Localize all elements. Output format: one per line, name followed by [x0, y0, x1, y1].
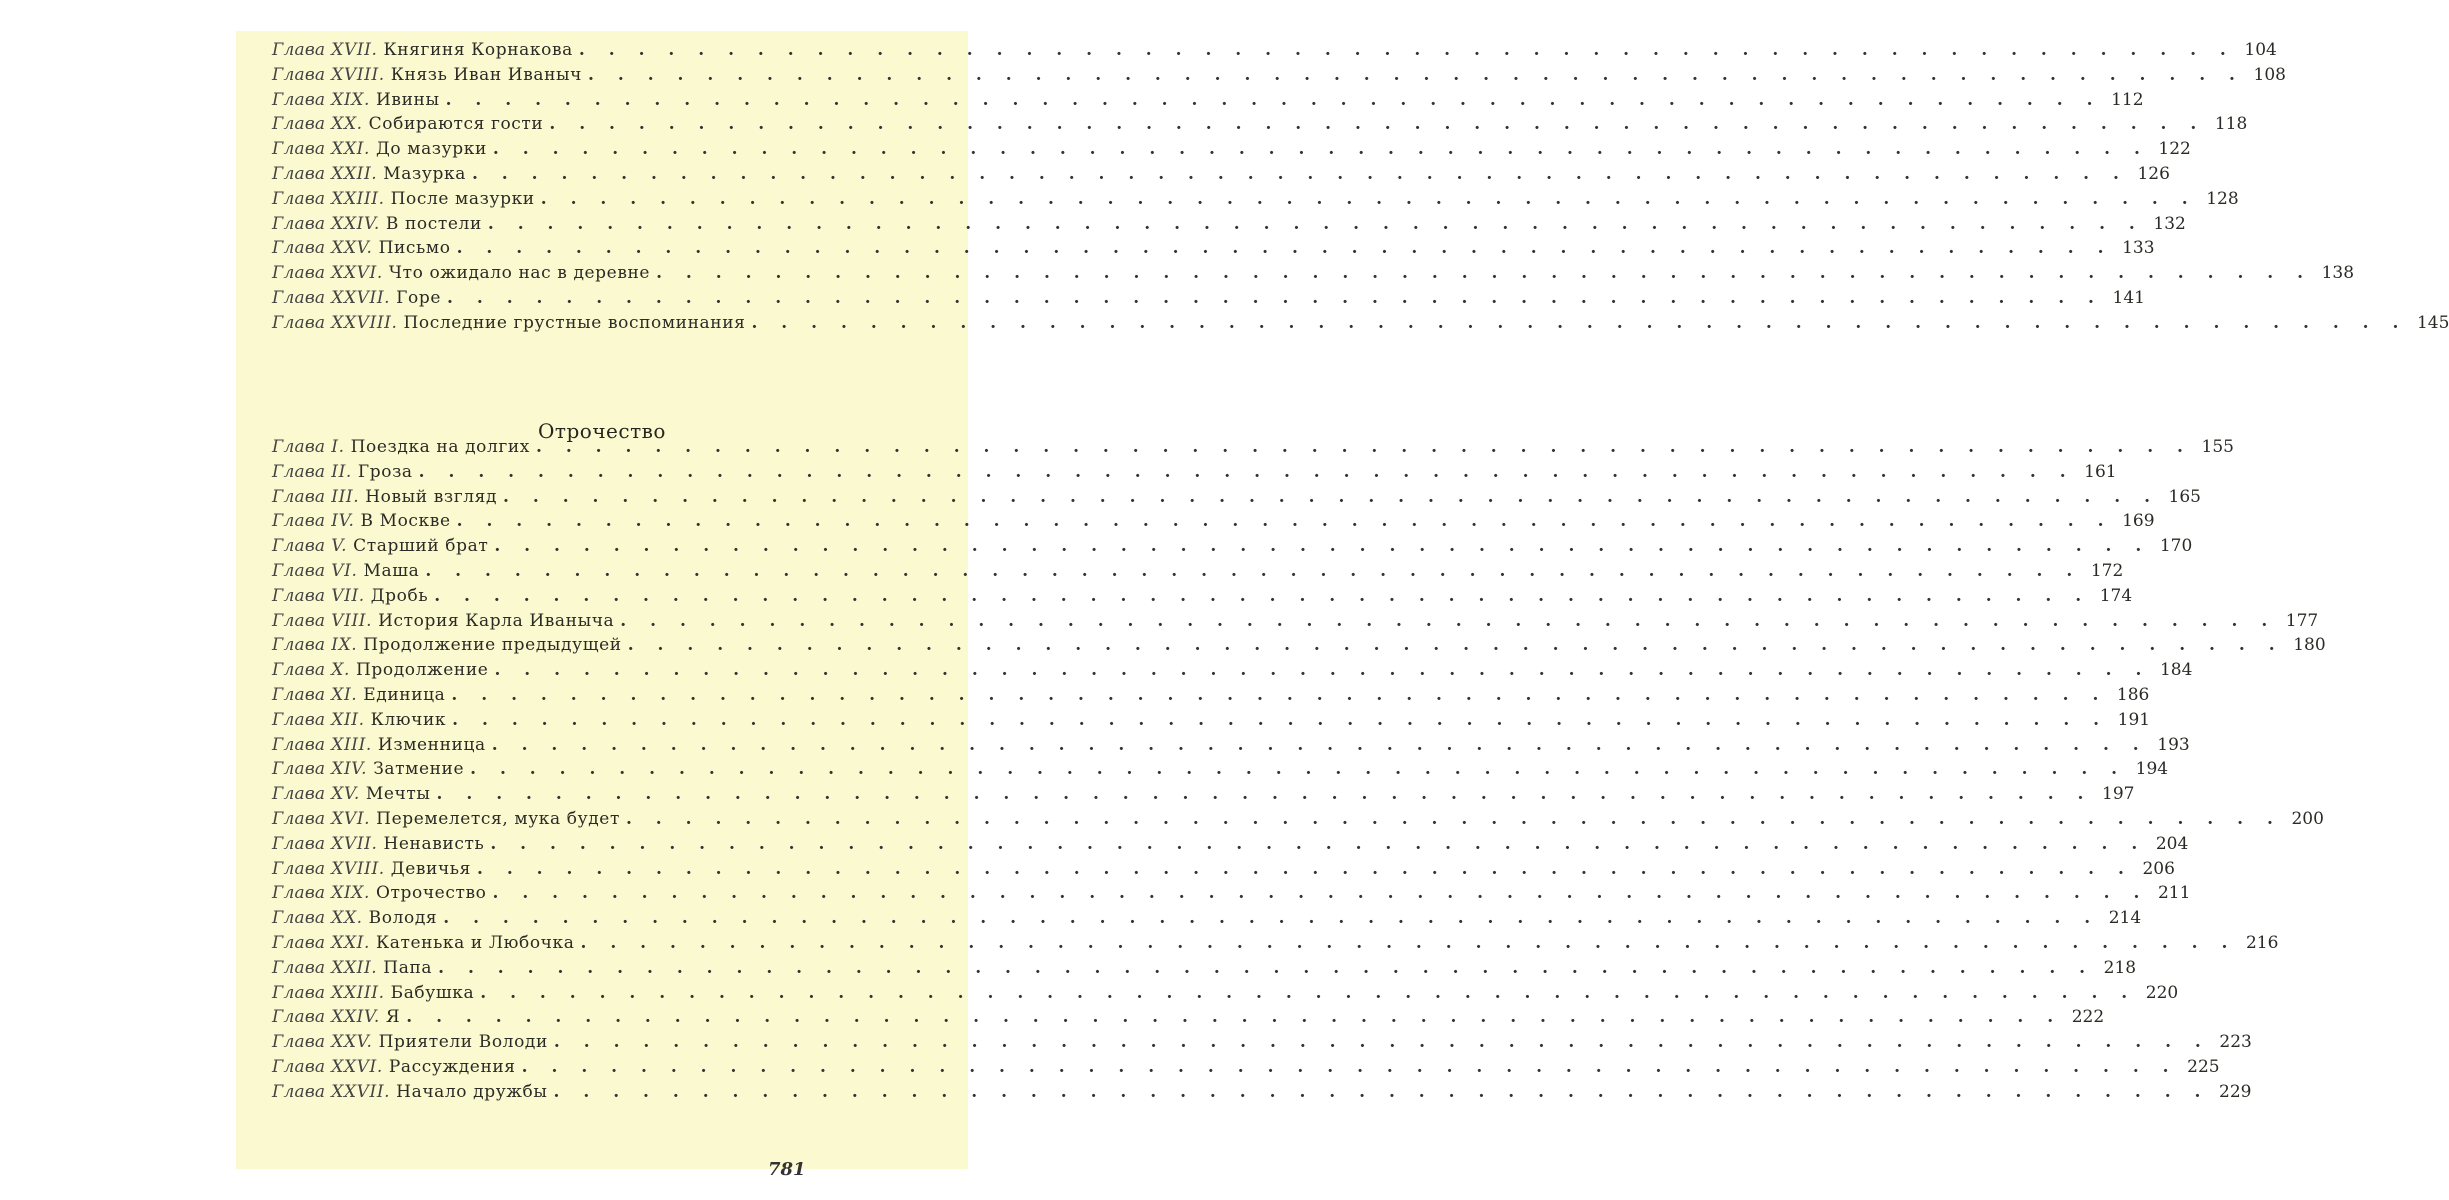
chapter-word: Глава — [272, 89, 326, 110]
page-ref: 218 — [2103, 957, 2137, 978]
chapter-word: Глава — [272, 883, 326, 904]
chapter-title: Катенька и Любочка — [375, 932, 575, 953]
page-ref: 126 — [2137, 163, 2170, 184]
chapter-title: Ивины — [375, 89, 440, 110]
dot-leader: . . . . . . . . . . . . . . . . . . . . . . . . . . . . . . . . . . . . . . . . . . . . . . . . . . . . . . . . — [476, 858, 2133, 879]
chapter-word: Глава — [272, 139, 326, 160]
chapter-number: XXIII. — [331, 188, 385, 209]
page-ref: 132 — [2153, 213, 2186, 234]
chapter-number: XXIV. — [331, 213, 380, 234]
dot-leader: . . . . . . . . . . . . . . . . . . . . . . . . . . . . . . . . . . . . . . . . . . . . . . . . . . . . . . . . — [588, 64, 2244, 85]
chapter-word: Глава — [272, 536, 326, 557]
page-ref: 138 — [2321, 263, 2355, 284]
dot-leader: . . . . . . . . . . . . . . . . . . . . . . . . . . . . . . . . . . . . . . . . . . . . . . . . . . . . . . . . — [540, 188, 2197, 209]
chapter-number: IV. — [331, 511, 355, 532]
toc-entry — [272, 236, 2155, 261]
chapter-number: XI. — [331, 684, 358, 705]
chapter-number: IX. — [331, 635, 358, 656]
dot-leader: . . . . . . . . . . . . . . . . . . . . . . . . . . . . . . . . . . . . . . . . . . . . . . . . . . . . . . . . — [536, 437, 2192, 457]
chapter-word: Глава — [272, 709, 326, 730]
chapter-title: После мазурки — [390, 188, 535, 209]
page-number: 781 — [768, 1159, 806, 1180]
chapter-number: XIX. — [331, 883, 370, 904]
chapter-title: Старший брат — [353, 536, 489, 557]
toc-entry — [272, 460, 2117, 485]
chapter-number: II. — [331, 461, 352, 482]
chapter-title: Папа — [383, 957, 433, 978]
page-ref: 177 — [2285, 610, 2319, 631]
chapter-title: Горе — [396, 287, 442, 308]
dot-leader: . . . . . . . . . . . . . . . . . . . . . . . . . . . . . . . . . . . . . . . . . . . . . . . . . . . . . . . . — [627, 635, 2284, 656]
toc-entry — [272, 931, 2279, 956]
dot-leader: . . . . . . . . . . . . . . . . . . . . . . . . . . . . . . . . . . . . . . . . . . . . . . . . . . . . . . . . — [471, 163, 2128, 184]
chapter-title: Княгиня Корнакова — [383, 40, 573, 60]
dot-leader: . . . . . . . . . . . . . . . . . . . . . . . . . . . . . . . . . . . . . . . . . . . . . . . . . . . . . . . . — [492, 883, 2149, 904]
chapter-number: XII. — [331, 709, 365, 730]
chapter-title: Что ожидало нас в деревне — [388, 263, 651, 284]
chapter-title: Приятели Володи — [378, 1032, 548, 1053]
chapter-title: Девичья — [390, 858, 471, 879]
chapter-word: Глава — [272, 1056, 326, 1077]
page-ref: 145 — [2416, 312, 2449, 333]
toc-entry — [272, 782, 2135, 807]
chapter-number: XXI. — [331, 139, 370, 160]
toc-entry — [272, 881, 2191, 906]
dot-leader: . . . . . . . . . . . . . . . . . . . . . . . . . . . . . . . . . . . . . . . . . . . . . . . . . . . . . . . . — [406, 1007, 2063, 1028]
page-ref: 200 — [2291, 808, 2324, 829]
chapter-title: Новый взгляд — [365, 486, 498, 507]
page-ref: 222 — [2071, 1007, 2105, 1028]
chapter-title: В постели — [385, 213, 482, 234]
dot-leader: . . . . . . . . . . . . . . . . . . . . . . . . . . . . . . . . . . . . . . . . . . . . . . . . . . . . . . . . — [549, 114, 2206, 135]
page-ref: 108 — [2253, 64, 2286, 85]
chapter-word: Глава — [272, 287, 326, 308]
chapter-number: VI. — [331, 560, 358, 581]
chapter-number: XIV. — [331, 759, 368, 780]
toc-entry — [272, 1080, 2252, 1105]
chapter-word: Глава — [272, 908, 326, 929]
chapter-number: XVII. — [331, 833, 378, 854]
chapter-number: XXIV. — [331, 1007, 380, 1028]
dot-leader: . . . . . . . . . . . . . . . . . . . . . . . . . . . . . . . . . . . . . . . . . . . . . . . . . . . . . . . . — [434, 585, 2091, 606]
toc-entry — [272, 807, 2324, 832]
dot-leader: . . . . . . . . . . . . . . . . . . . . . . . . . . . . . . . . . . . . . . . . . . . . . . . . . . . . . . . . — [491, 734, 2148, 755]
chapter-title: Продолжение — [355, 660, 489, 681]
chapter-number: III. — [331, 486, 360, 507]
chapter-word: Глава — [272, 40, 326, 60]
dot-leader: . . . . . . . . . . . . . . . . . . . . . . . . . . . . . . . . . . . . . . . . . . . . . . . . . . . . . . . . — [521, 1056, 2178, 1077]
toc-entry — [272, 509, 2155, 534]
dot-leader: . . . . . . . . . . . . . . . . . . . . . . . . . . . . . . . . . . . . . . . . . . . . . . . . . . . . . . . . — [456, 238, 2113, 259]
chapter-number: XX. — [331, 114, 363, 135]
chapter-word: Глава — [272, 858, 326, 879]
page-ref: 155 — [2201, 437, 2234, 457]
chapter-number: XVII. — [331, 40, 378, 60]
dot-leader: . . . . . . . . . . . . . . . . . . . . . . . . . . . . . . . . . . . . . . . . . . . . . . . . . . . . . . . . — [494, 536, 2151, 557]
chapter-number: XXV. — [331, 1032, 373, 1053]
toc-entry — [272, 212, 2186, 237]
chapter-word: Глава — [272, 635, 326, 656]
chapter-word: Глава — [272, 560, 326, 581]
chapter-word: Глава — [272, 610, 326, 631]
chapter-title: Изменница — [377, 734, 486, 755]
toc-entry — [272, 757, 2169, 782]
dot-leader: . . . . . . . . . . . . . . . . . . . . . . . . . . . . . . . . . . . . . . . . . . . . . . . . . . . . . . . . — [418, 461, 2075, 482]
dot-leader: . . . . . . . . . . . . . . . . . . . . . . . . . . . . . . . . . . . . . . . . . . . . . . . . . . . . . . . . — [451, 684, 2108, 705]
page-ref: 169 — [2122, 511, 2155, 532]
page-ref: 174 — [2099, 585, 2133, 606]
chapter-word: Глава — [272, 684, 326, 705]
page-ref: 122 — [2158, 139, 2191, 160]
page-ref: 194 — [2135, 759, 2169, 780]
chapter-number: XVI. — [331, 808, 371, 829]
toc-entry — [272, 956, 2137, 981]
toc-entry — [272, 658, 2193, 683]
toc-entry — [272, 286, 2145, 311]
dot-leader: . . . . . . . . . . . . . . . . . . . . . . . . . . . . . . . . . . . . . . . . . . . . . . . . . . . . . . . . — [443, 908, 2100, 929]
chapter-number: XXIII. — [331, 982, 385, 1003]
chapter-title: История Карла Иваныча — [378, 610, 615, 631]
chapter-word: Глава — [272, 238, 326, 259]
page-ref: 172 — [2090, 560, 2124, 581]
dot-leader: . . . . . . . . . . . . . . . . . . . . . . . . . . . . . . . . . . . . . . . . . . . . . . . . . . . . . . . . — [487, 213, 2144, 234]
chapter-number: XVIII. — [331, 64, 385, 85]
dot-leader: . . . . . . . . . . . . . . . . . . . . . . . . . . . . . . . . . . . . . . . . . . . . . . . . . . . . . . . . — [656, 263, 2313, 284]
chapter-number: XXVIII. — [331, 312, 398, 333]
chapter-word: Глава — [272, 461, 326, 482]
chapter-title: Рассуждения — [388, 1056, 516, 1077]
dot-leader: . . . . . . . . . . . . . . . . . . . . . . . . . . . . . . . . . . . . . . . . . . . . . . . . . . . . . . . . — [452, 709, 2109, 730]
chapter-title: Мазурка — [383, 163, 466, 184]
toc-entry — [272, 311, 2449, 336]
dot-leader: . . . . . . . . . . . . . . . . . . . . . . . . . . . . . . . . . . . . . . . . . . . . . . . . . . . . . . . . — [456, 511, 2113, 532]
chapter-number: XXV. — [331, 238, 373, 259]
chapter-title: Князь Иван Иваныч — [390, 64, 583, 85]
chapter-word: Глава — [272, 437, 326, 457]
toc-entry — [272, 187, 2239, 212]
chapter-title: Собираются гости — [368, 114, 544, 135]
dot-leader: . . . . . . . . . . . . . . . . . . . . . . . . . . . . . . . . . . . . . . . . . . . . . . . . . . . . . . . . — [751, 312, 2408, 333]
chapter-number: I. — [331, 437, 345, 457]
dot-leader: . . . . . . . . . . . . . . . . . . . . . . . . . . . . . . . . . . . . . . . . . . . . . . . . . . . . . . . . — [490, 833, 2147, 854]
page-ref: 161 — [2084, 461, 2117, 482]
toc-entry — [272, 832, 2189, 857]
chapter-number: XXVI. — [331, 263, 383, 284]
chapter-word: Глава — [272, 660, 326, 681]
dot-leader: . . . . . . . . . . . . . . . . . . . . . . . . . . . . . . . . . . . . . . . . . . . . . . . . . . . . . . . . — [494, 660, 2151, 681]
chapter-word: Глава — [272, 833, 326, 854]
chapter-word: Глава — [272, 1032, 326, 1053]
chapter-word: Глава — [272, 312, 326, 333]
chapter-number: XXVII. — [331, 287, 391, 308]
chapter-number: XXII. — [331, 163, 378, 184]
page-ref: 170 — [2159, 536, 2193, 557]
page-ref: 229 — [2219, 1081, 2252, 1102]
toc-entry — [272, 162, 2170, 187]
page-ref: 112 — [2111, 89, 2144, 110]
chapter-title: Единица — [363, 684, 446, 705]
page-ref: 133 — [2122, 238, 2155, 259]
chapter-word: Глава — [272, 188, 326, 209]
chapter-word: Глава — [272, 734, 326, 755]
toc-entry — [272, 63, 2286, 88]
chapter-title: Продолжение предыдущей — [363, 635, 622, 656]
toc-entry — [272, 559, 2124, 584]
dot-leader: . . . . . . . . . . . . . . . . . . . . . . . . . . . . . . . . . . . . . . . . . . . . . . . . . . . . . . . . — [445, 89, 2102, 110]
toc-entry — [272, 857, 2175, 882]
toc-entry — [272, 584, 2133, 609]
chapter-number: VIII. — [331, 610, 373, 631]
chapter-word: Глава — [272, 759, 326, 780]
toc-entry — [272, 683, 2150, 708]
dot-leader: . . . . . . . . . . . . . . . . . . . . . . . . . . . . . . . . . . . . . . . . . . . . . . . . . . . . . . . . — [425, 560, 2082, 581]
chapter-number: XX. — [331, 908, 363, 929]
chapter-number: XV. — [331, 784, 360, 805]
chapter-word: Глава — [272, 957, 326, 978]
chapter-number: XIII. — [331, 734, 372, 755]
chapter-title: Отрочество — [375, 883, 487, 904]
chapter-word: Глава — [272, 982, 326, 1003]
dot-leader: . . . . . . . . . . . . . . . . . . . . . . . . . . . . . . . . . . . . . . . . . . . . . . . . . . . . . . . . — [578, 40, 2235, 60]
book-page — [236, 31, 2449, 1180]
chapter-title: Маша — [363, 560, 420, 581]
page-ref: 206 — [2142, 858, 2175, 879]
toc-entry — [272, 534, 2193, 559]
toc-entry — [272, 906, 2142, 931]
dot-leader: . . . . . . . . . . . . . . . . . . . . . . . . . . . . . . . . . . . . . . . . . . . . . . . . . . . . . . . . — [620, 610, 2277, 631]
chapter-title: До мазурки — [375, 139, 487, 160]
chapter-title: Поездка на долгих — [350, 437, 530, 457]
page-ref: 184 — [2159, 660, 2193, 681]
chapter-title: В Москве — [360, 511, 451, 532]
toc-entry — [272, 633, 2326, 658]
page-ref: 193 — [2157, 734, 2190, 755]
toc-entry — [272, 708, 2151, 733]
chapter-word: Глава — [272, 511, 326, 532]
dot-leader: . . . . . . . . . . . . . . . . . . . . . . . . . . . . . . . . . . . . . . . . . . . . . . . . . . . . . . . . — [447, 287, 2103, 308]
toc-entry — [272, 38, 2277, 63]
chapter-word: Глава — [272, 808, 326, 829]
chapter-number: XXVI. — [331, 1056, 383, 1077]
chapter-title: Ключик — [370, 709, 447, 730]
dot-leader: . . . . . . . . . . . . . . . . . . . . . . . . . . . . . . . . . . . . . . . . . . . . . . . . . . . . . . . . — [580, 932, 2237, 953]
chapter-word: Глава — [272, 784, 326, 805]
page-ref: 220 — [2145, 982, 2179, 1003]
dot-leader: . . . . . . . . . . . . . . . . . . . . . . . . . . . . . . . . . . . . . . . . . . . . . . . . . . . . . . . . — [553, 1032, 2210, 1053]
page-ref: 211 — [2157, 883, 2191, 904]
chapter-word: Глава — [272, 64, 326, 85]
chapter-title: Последние грустные воспоминания — [403, 312, 746, 333]
dot-leader: . . . . . . . . . . . . . . . . . . . . . . . . . . . . . . . . . . . . . . . . . . . . . . . . . . . . . . . . — [503, 486, 2159, 507]
chapter-word: Глава — [272, 585, 326, 606]
page-ref: 223 — [2219, 1032, 2252, 1053]
dot-leader: . . . . . . . . . . . . . . . . . . . . . . . . . . . . . . . . . . . . . . . . . . . . . . . . . . . . . . . . — [470, 759, 2127, 780]
chapter-number: XXI. — [331, 932, 370, 953]
chapter-number: V. — [331, 536, 348, 557]
page-ref: 197 — [2102, 784, 2135, 805]
chapter-number: XXVII. — [331, 1081, 391, 1102]
chapter-word: Глава — [272, 263, 326, 284]
chapter-title: Начало дружбы — [396, 1081, 548, 1102]
toc-entry — [272, 112, 2248, 137]
dot-leader: . . . . . . . . . . . . . . . . . . . . . . . . . . . . . . . . . . . . . . . . . . . . . . . . . . . . . . . . — [436, 784, 2093, 805]
toc-entry — [272, 981, 2179, 1006]
toc-entry — [272, 137, 2191, 162]
page-ref: 186 — [2116, 684, 2150, 705]
chapter-title: Я — [385, 1007, 401, 1028]
toc-list-childhood — [272, 38, 2449, 336]
page-ref: 180 — [2293, 635, 2326, 656]
chapter-title: Володя — [368, 908, 438, 929]
chapter-title: Затмение — [373, 759, 465, 780]
dot-leader: . . . . . . . . . . . . . . . . . . . . . . . . . . . . . . . . . . . . . . . . . . . . . . . . . . . . . . . . — [438, 957, 2095, 978]
page-ref: 191 — [2117, 709, 2151, 730]
chapter-title: Гроза — [357, 461, 413, 482]
page-ref: 214 — [2108, 908, 2142, 929]
chapter-number: XXII. — [331, 957, 378, 978]
chapter-number: VII. — [331, 585, 365, 606]
page-ref: 128 — [2206, 188, 2239, 209]
toc-entry — [272, 1055, 2220, 1080]
chapter-word: Глава — [272, 1007, 326, 1028]
page-ref: 118 — [2214, 114, 2248, 135]
toc-entry — [272, 733, 2190, 758]
page-ref: 165 — [2168, 486, 2201, 507]
chapter-word: Глава — [272, 114, 326, 135]
page-ref: 141 — [2112, 287, 2145, 308]
dot-leader: . . . . . . . . . . . . . . . . . . . . . . . . . . . . . . . . . . . . . . . . . . . . . . . . . . . . . . . . — [625, 808, 2282, 829]
toc-entry — [272, 485, 2201, 510]
page-ref: 225 — [2187, 1056, 2220, 1077]
toc-entry — [272, 435, 2234, 460]
chapter-number: X. — [331, 660, 350, 681]
toc-list-boyhood — [272, 435, 2326, 1105]
page-ref: 216 — [2245, 932, 2279, 953]
chapter-title: Перемелется, мука будет — [376, 808, 620, 829]
toc-entry — [272, 1005, 2105, 1030]
chapter-title: Дробь — [370, 585, 429, 606]
chapter-title: Ненависть — [383, 833, 485, 854]
chapter-word: Глава — [272, 163, 326, 184]
chapter-title: Мечты — [365, 784, 431, 805]
chapter-title: Письмо — [378, 238, 451, 259]
dot-leader: . . . . . . . . . . . . . . . . . . . . . . . . . . . . . . . . . . . . . . . . . . . . . . . . . . . . . . . . — [480, 982, 2137, 1003]
dot-leader: . . . . . . . . . . . . . . . . . . . . . . . . . . . . . . . . . . . . . . . . . . . . . . . . . . . . . . . . — [492, 139, 2149, 160]
page-ref: 204 — [2155, 833, 2189, 854]
chapter-word: Глава — [272, 932, 326, 953]
chapter-word: Глава — [272, 213, 326, 234]
chapter-word: Глава — [272, 1081, 326, 1102]
chapter-title: Бабушка — [390, 982, 475, 1003]
toc-entry — [272, 88, 2144, 113]
chapter-word: Глава — [272, 486, 326, 507]
chapter-number: XIX. — [331, 89, 370, 110]
section-heading: Отрочество — [538, 419, 666, 443]
dot-leader: . . . . . . . . . . . . . . . . . . . . . . . . . . . . . . . . . . . . . . . . . . . . . . . . . . . . . . . . — [553, 1081, 2210, 1102]
toc-entry — [272, 261, 2355, 286]
toc-entry — [272, 1030, 2252, 1055]
page-ref: 104 — [2244, 40, 2277, 60]
chapter-number: XVIII. — [331, 858, 385, 879]
toc-entry — [272, 609, 2319, 634]
